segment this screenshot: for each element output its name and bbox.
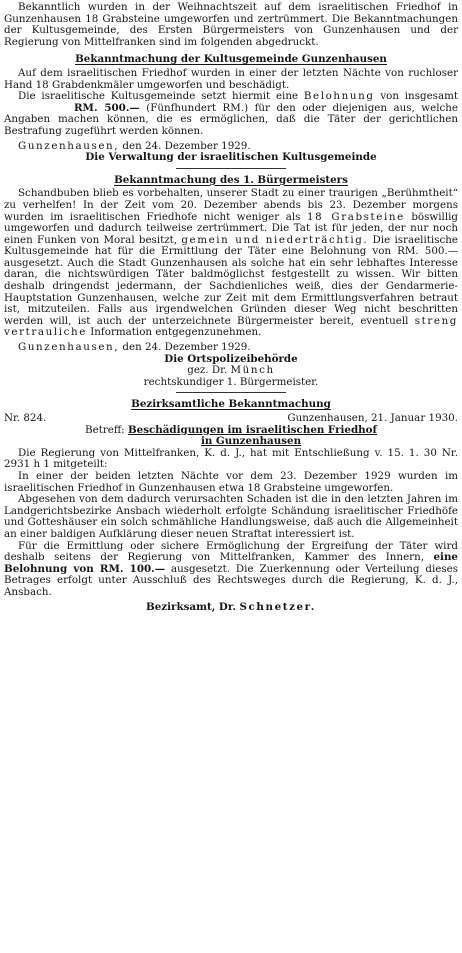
notice1-paragraph-2 (4, 91, 458, 137)
notice3-paragraph-2: In einer der beiden letzten Nächte vor dem 23. Dezember 1929 wurden im israelitischen Friedhof in Gunzenhausen etwa 18 Grabsteine umgeworfen. (4, 469, 458, 494)
notice3-number: Nr. 824. (4, 412, 47, 424)
notice3-betreff-line-1: Beschädigungen im israelitischen Friedhof (127, 423, 377, 436)
divider-2 (176, 392, 286, 393)
intro-paragraph: Bekanntlich wurden in der Weihnachtszeit auf dem israelitischen Friedhof in Gunzenhausen 18 Grabsteine umgeworfen und zertrümmert. Die Bekanntmachungen der Kultusgemeinde, des Ersten Bürgermeisters von Gunzenhausen und der Regierung von Mittelfranken sind im folgenden abgedruckt. (4, 1, 458, 48)
notice3-heading: Bezirksamtliche Bekanntmachung (131, 398, 331, 411)
notice2-date: den 24. Dezember 1929. (122, 341, 251, 354)
notice2-part-c: Die israelitische Kultusgemeinde hat für die Ermittlung der Täter eine Belohnung von RM. 500.— ausgesetzt. Auch die Stadt Gunzenhausen als solche hat ein sehr lebhaftes Interesse daran, die nichtswürdigen Täter baldmöglichst festgestellt zu wissen. Wir bitten deshalb dringendst jedermann, der Sachdienliches weiß, dies der Gendarmerie-Hauptstation Gunzenhausen, welche zur Zeit mit dem Ermittlungsverfahren betraut ist, mitzuteilen. Falls aus irgendwelchen Gründen dieser Weg nicht beschritten werden will, ist auch der unterzeichnete Bürgermeister bereit, eventuell (4, 233, 458, 327)
notice3-signature-prefix: Bezirksamt, Dr. (146, 600, 236, 613)
notice3-paragraph-4 (4, 541, 458, 599)
notice3-p4-part-a: Für die Ermittlung oder sichere Ermöglichung der Ergreifung der Täter wird deshalb seitens der Regierung von Mittelfranken, Kammer des Innern, (4, 539, 458, 564)
notice2-dateline (4, 342, 458, 354)
notice1-date: den 24. Dezember 1929. (122, 139, 251, 152)
divider-1 (176, 168, 286, 169)
notice1-p2-part-b: von insgesamt (380, 90, 458, 103)
notice3-signature-name: Schnetzer. (239, 600, 316, 613)
notice-bezirksamt (4, 399, 458, 613)
notice2-paragraph (4, 188, 458, 339)
notice2-part-d: Information entgegenzunehmen. (90, 326, 262, 339)
notice1-p2-part-a: Die israelitische Kultusgemeinde setzt hiermit eine (18, 90, 299, 103)
notice2-part-b: böswillig umgeworfen und dadurch teilweise zertrümmert. Die Tat ist für jeden, der nur noch einen Funken von Moral besitzt, (4, 210, 458, 246)
notice1-signature: Die Verwaltung der israelitischen Kultusgemeinde (85, 151, 377, 164)
notice2-part-a: Schandbuben blieb es vorbehalten, unserer Stadt zu einer traurigen „Berühmtheit“ zu verhelfen! In der Zeit vom 20. Dezember abends bis 23. Dezember morgens wurden im israelitischen Friedhofe nicht weniger als (4, 187, 458, 223)
notice2-sig-name: Münch (230, 364, 275, 377)
notice1-date-place: Gunzenhausen, (18, 139, 120, 152)
notice1-p2-part-c: (Fünfhundert RM.) für den oder diejenigen aus, welche Angaben machen können, die es ermöglichen, daß die Täter der gerichtlichen Bestrafung zugeführt werden können. (4, 101, 458, 137)
notice2-sig-prefix: gez. Dr. (187, 364, 228, 377)
notice2-date-place: Gunzenhausen, (18, 341, 120, 354)
notice-buergermeister (4, 175, 458, 389)
notice3-place-date: Gunzenhausen, 21. Januar 1930. (287, 412, 458, 424)
notice3-signature (4, 602, 458, 614)
notice2-spaced-2: gemein und niederträchtig. (181, 233, 369, 246)
notice2-heading: Bekanntmachung des 1. Bürgermeisters (114, 173, 348, 186)
notice3-betreff-label: Betreff: (85, 423, 125, 436)
notice3-reward: eine Belohnung von RM. 100.— (4, 551, 458, 575)
notice1-reward-amount: RM. 500.— (74, 101, 140, 114)
notice3-paragraph-1: Die Regierung von Mittelfranken, K. d. J., hat mit Entschließung v. 15. 1. 30 Nr. 2931 h 1 mitgeteilt: (4, 446, 458, 471)
notice2-spaced-3: streng vertrauliche (4, 314, 458, 339)
notice3-p4-part-b: ausgesetzt. Die Zuerkennung oder Verteilung dieses Betrages erfolgt unter Ausschluß des Rechtsweges durch die Regierung, K. d. J., Ansbach. (4, 562, 458, 598)
notice3-paragraph-3: Abgesehen von dem dadurch verursachten Schaden ist die in den letzten Jahren im Landgerichtsbezirke Ansbach wiederholt erfolgte Schändung israelitischer Friedhöfe und Gotteshäuser ein solch schmähliche Handlungsweise, daß auch die Allgemeinheit an einer baldigen Aufklärung dieser neuen Straftat interessiert ist. (4, 493, 458, 540)
notice3-betreff-line-2: in Gunzenhausen (200, 435, 302, 448)
notice2-signature-office: Die Ortspolizeibehörde (164, 352, 298, 365)
notice1-paragraph-1: Auf dem israelitischen Friedhof wurden in einer der letzten Nächte von ruchloser Hand 18 Grabdenkmäler umgeworfen und beschädigt. (4, 66, 458, 91)
notice-kultusgemeinde (4, 54, 458, 163)
notice1-reward-word: Belohnung (303, 90, 375, 103)
intro-section (4, 2, 458, 48)
notice2-spaced-1: 18 Grabsteine (306, 210, 405, 223)
notice2-signature-title: rechtskundiger 1. Bürgermeister. (143, 375, 319, 388)
notice1-heading: Bekanntmachung der Kultusgemeinde Gunzenhausen (75, 53, 387, 66)
